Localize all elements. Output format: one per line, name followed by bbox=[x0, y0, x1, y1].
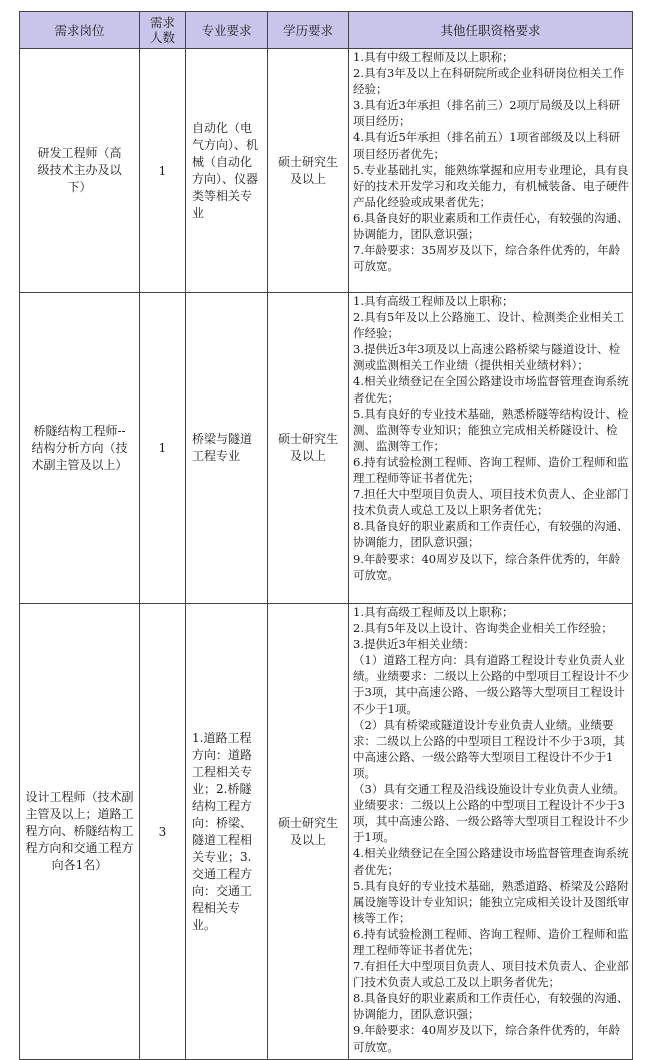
education-cell: 硕士研究生及以上 bbox=[268, 604, 349, 1060]
requirements-cell bbox=[349, 293, 633, 604]
requirement-item: 7.有担任大中型项目负责人、项目技术负责人、企业部门技术负责人或总工及以上职务者优先； bbox=[353, 959, 629, 990]
header-count: 需求人数 bbox=[140, 12, 186, 49]
requirement-item: 3.提供近3年相关业绩： bbox=[353, 637, 475, 652]
requirement-item: 1.具有中级工程师及以上职称； bbox=[353, 50, 514, 64]
requirement-item: 6.具备良好的职业素质和工作责任心，有较强的沟通、协调能力，团队意识强； bbox=[353, 210, 629, 242]
table-row bbox=[20, 293, 633, 604]
requirement-item: 9.年龄要求：40周岁及以下，综合条件优秀的，年龄可放宽。 bbox=[353, 551, 621, 582]
job-requirements-table bbox=[19, 11, 633, 1060]
requirement-item: （3）具有交通工程及沿线设施设计专业负责人业绩。业绩要求：二级以上公路的中型项目工程设计不少于3项，其中高速公路、一级公路等大型项目工程设计不少于1项。 bbox=[353, 782, 629, 845]
requirement-item: 7.担任大中型项目负责人、项目技术负责人、企业部门技术负责人或总工及以上职务者优先； bbox=[353, 487, 629, 518]
education-cell: 硕士研究生及以上 bbox=[268, 293, 349, 604]
major-cell: 1.道路工程方向：道路工程相关专业；2.桥隧结构工程方向：桥梁、隧道工程相关专业；3.交通工程方向：交通工程相关专业。 bbox=[186, 604, 268, 1060]
requirement-item: 7.年龄要求：35周岁及以下，综合条件优秀的，年龄可放宽。 bbox=[353, 243, 621, 274]
requirement-item: （2）具有桥梁或隧道设计专业负责人业绩。业绩要求：二级以上公路的中型项目工程设计不少于3项，其中高速公路、一级公路等大型项目工程设计不少于1项。 bbox=[353, 717, 625, 780]
count-cell: 1 bbox=[140, 49, 186, 293]
requirement-item: 3.提供近3年3项及以上高速公路桥梁与隧道设计、检测或监测相关工作业绩（提供相关业绩材料）； bbox=[353, 342, 621, 373]
education-cell: 硕士研究生及以上 bbox=[268, 49, 349, 293]
requirement-item: 5.专业基础扎实，能熟练掌握和应用专业理论，具有良好的技术开发学习和攻关能力，有机械装备、电子硬件产品化经验或成果者优先； bbox=[353, 162, 629, 209]
requirement-item: 4.相关业绩登记在全国公路建设市场监督管理查询系统者优先； bbox=[353, 374, 629, 405]
position-cell: 研发工程师（高级技术主办及以下） bbox=[20, 49, 140, 293]
position-cell: 设计工程师（技术副主管及以上；道路工程方向、桥隧结构工程方向和交通工程方向各1名） bbox=[20, 604, 140, 1060]
requirement-item: 1.具有高级工程师及以上职称； bbox=[353, 605, 514, 619]
requirement-item: 2.具有3年及以上在科研院所或企业科研岗位相关工作经验； bbox=[353, 66, 625, 97]
count-cell: 1 bbox=[140, 293, 186, 604]
table-row bbox=[20, 604, 633, 1060]
requirements-cell bbox=[349, 49, 633, 293]
position-cell: 桥隧结构工程师--结构分析方向（技术副主管及以上） bbox=[20, 293, 140, 604]
requirement-item: 2.具有5年及以上公路施工、设计、检测类企业相关工作经验； bbox=[353, 310, 625, 341]
requirement-item: 5.具有良好的专业技术基础，熟悉道路、桥梁及公路附属设施等设计专业知识；能独立完成相关设计及图纸审核等工作； bbox=[353, 878, 629, 925]
requirement-item: 9.年龄要求：40周岁及以下，综合条件优秀的，年龄可放宽。 bbox=[353, 1023, 621, 1054]
requirement-item: （1）道路工程方向：具有道路工程设计专业负责人业绩。业绩要求：二级以上公路的中型项目工程设计不少于3项，其中高速公路、一级公路等大型项目工程设计不少于1项。 bbox=[353, 653, 629, 716]
requirement-item: 8.具备良好的职业素质和工作责任心，有较强的沟通、协调能力，团队意识强； bbox=[353, 519, 629, 550]
table-row bbox=[20, 49, 633, 293]
table-header-row bbox=[20, 12, 633, 49]
requirement-item: 1.具有高级工程师及以上职称； bbox=[353, 294, 514, 308]
requirement-item: 2.具有5年及以上设计、咨询类企业相关工作经验； bbox=[353, 621, 613, 636]
requirement-item: 5.具有良好的专业技术基础，熟悉桥隧等结构设计、检测、监测等专业知识；能独立完成相关桥隧设计、检测、监测等工作； bbox=[353, 406, 629, 453]
requirement-item: 8.具备良好的职业素质和工作责任心，有较强的沟通、协调能力，团队意识强； bbox=[353, 991, 629, 1022]
requirements-cell bbox=[349, 604, 633, 1060]
major-cell: 自动化（电气方向）、机械（自动化方向）、仪器类等相关专业 bbox=[186, 49, 268, 293]
header-education: 学历要求 bbox=[268, 12, 349, 49]
count-cell: 3 bbox=[140, 604, 186, 1060]
requirement-item: 4.具有近5年承担（排名前五）1项省部级及以上科研项目经历者优先； bbox=[353, 130, 621, 161]
requirement-item: 3.具有近3年承担（排名前三）2项厅局级及以上科研项目经历； bbox=[353, 98, 621, 129]
major-cell: 桥梁与隧道工程专业 bbox=[186, 293, 268, 604]
requirement-item: 6.持有试验检测工程师、咨询工程师、造价工程师和监理工程师等证书者优先； bbox=[353, 454, 629, 486]
header-requirements: 其他任职资格要求 bbox=[349, 12, 633, 49]
header-position: 需求岗位 bbox=[20, 12, 140, 49]
requirement-item: 6.持有试验检测工程师、咨询工程师、造价工程师和监理工程师等证书者优先； bbox=[353, 926, 629, 957]
requirement-item: 4.相关业绩登记在全国公路建设市场监督管理查询系统者优先； bbox=[353, 846, 629, 877]
header-major: 专业要求 bbox=[186, 12, 268, 49]
